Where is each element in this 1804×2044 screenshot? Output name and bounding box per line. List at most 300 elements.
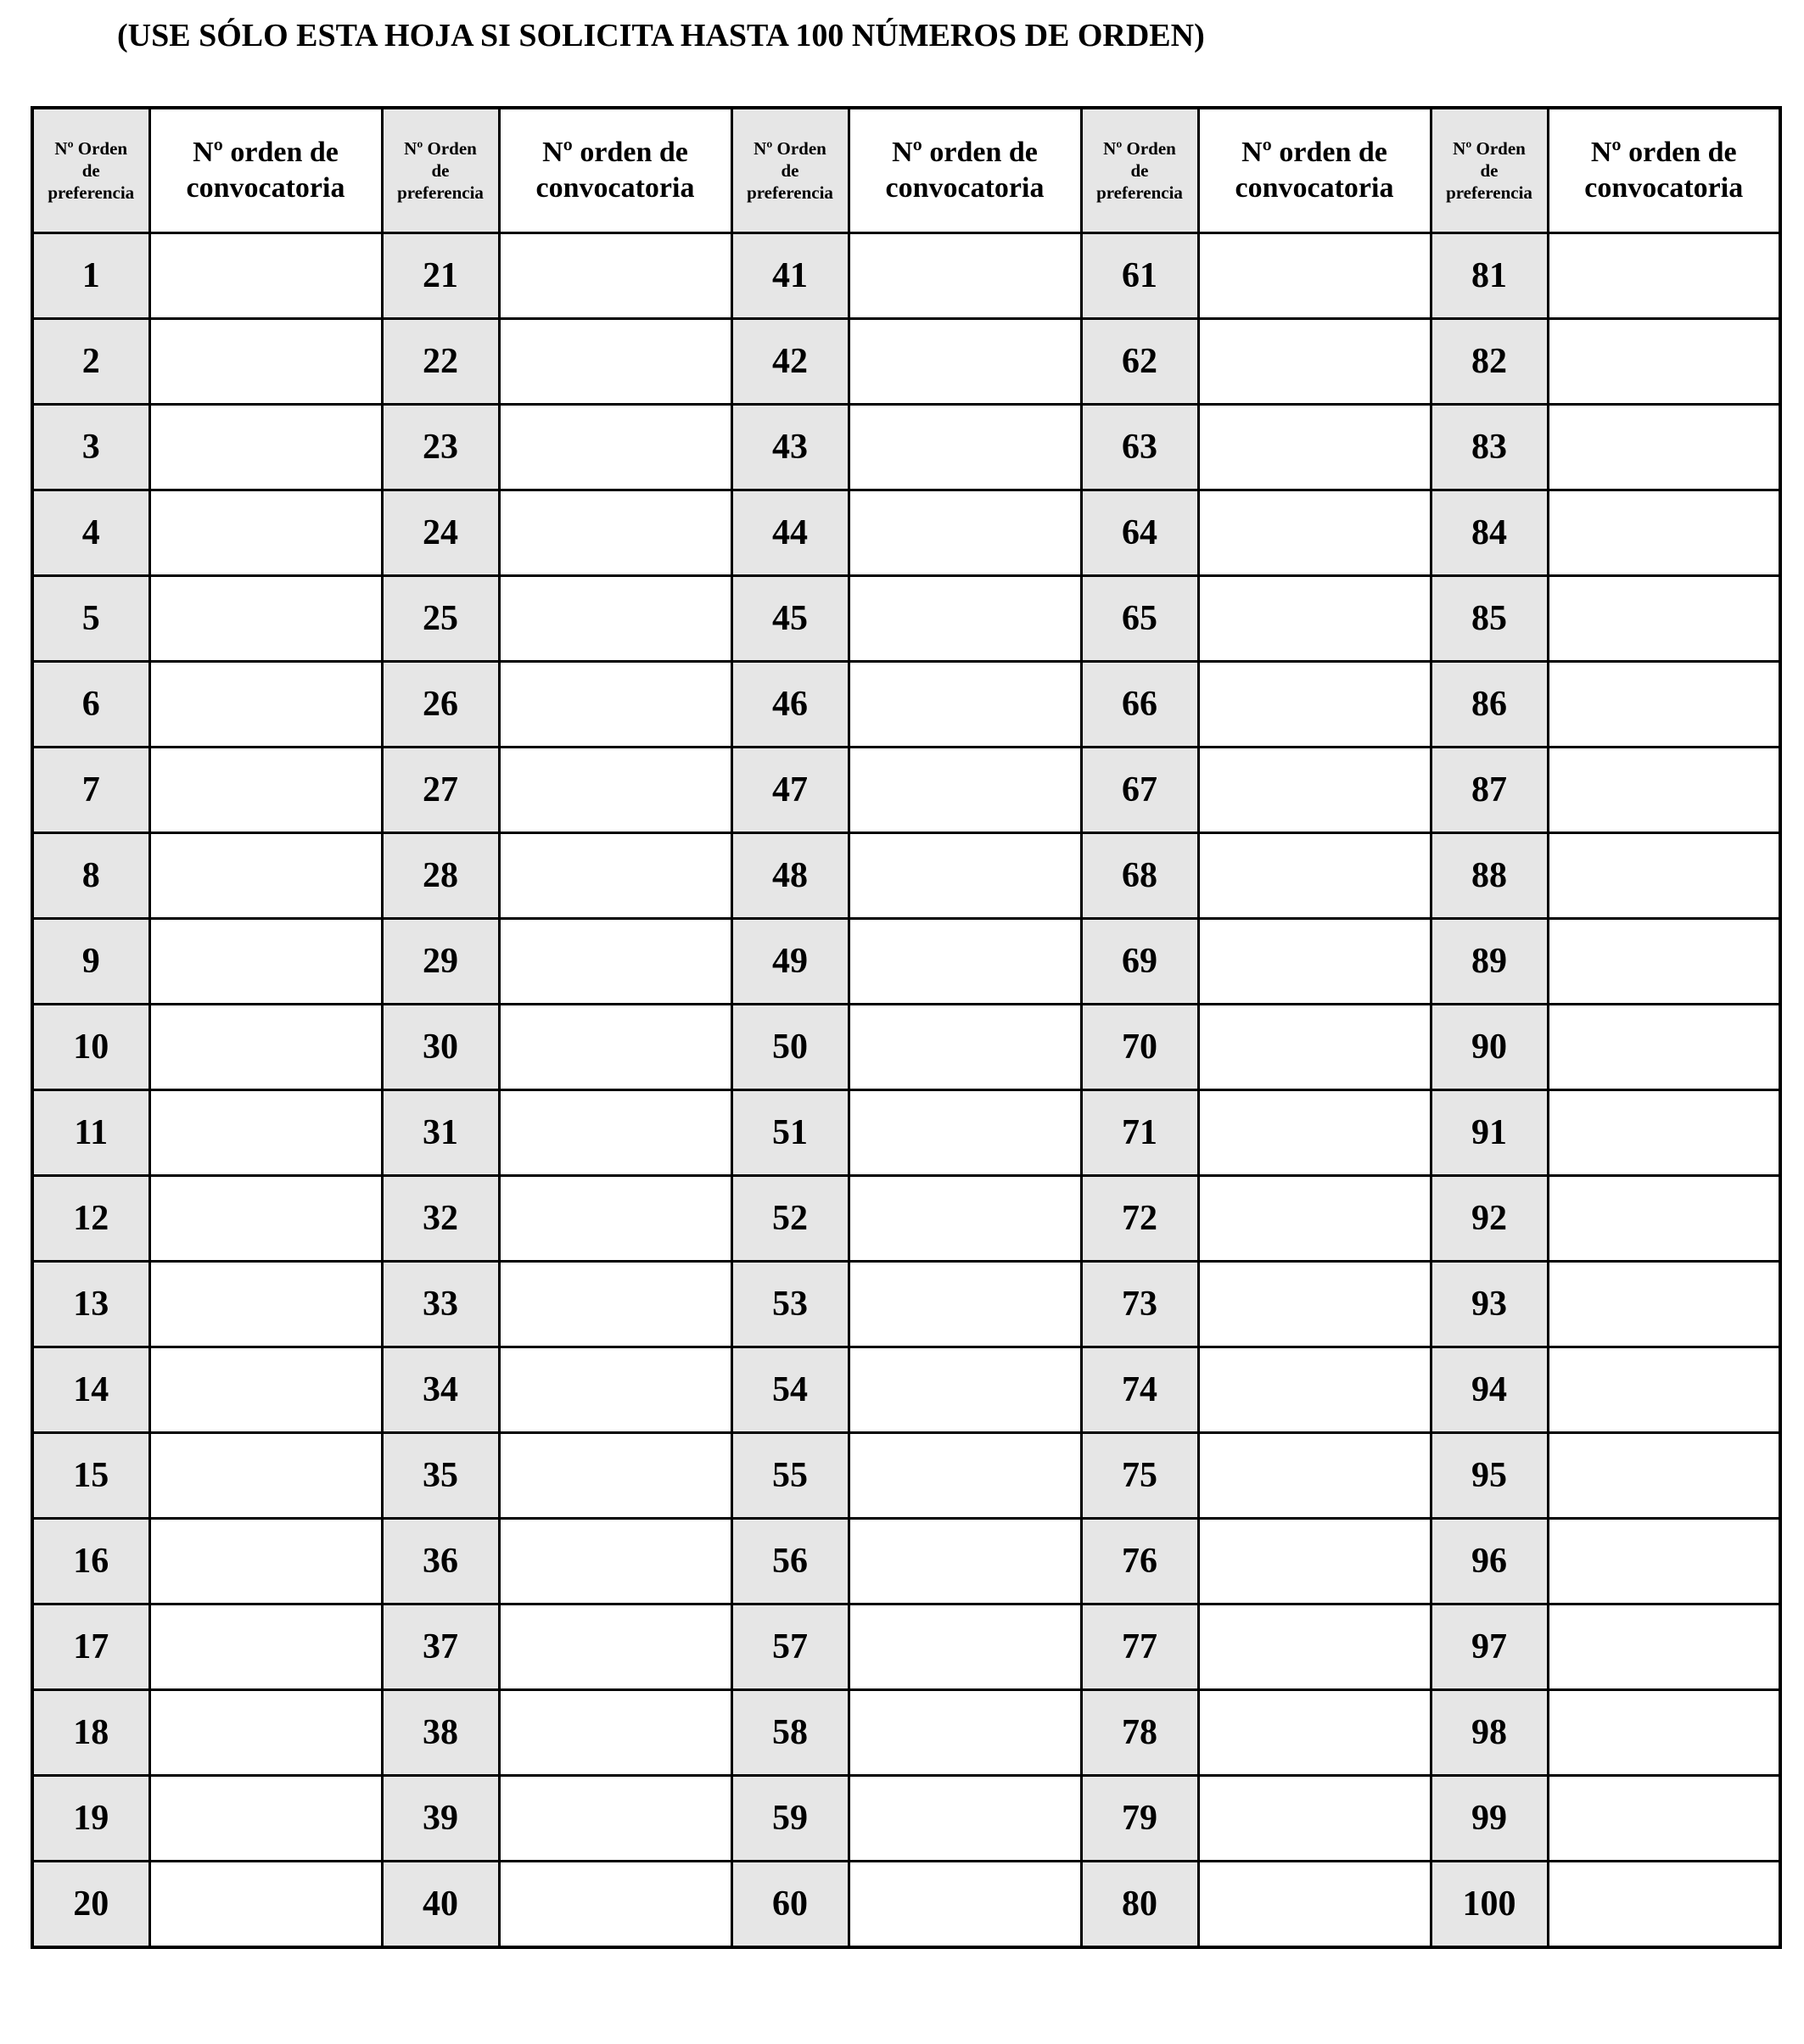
convocation-number-input[interactable] (1549, 834, 1779, 917)
convocation-number-cell (149, 1862, 382, 1948)
convocation-number-cell (849, 405, 1081, 490)
preference-number-cell: 27 (382, 748, 499, 833)
preference-number-cell: 31 (382, 1090, 499, 1176)
table-row (32, 1776, 1780, 1862)
convocation-number-cell (149, 576, 382, 662)
convocation-number-input[interactable] (501, 406, 731, 489)
convocation-number-input[interactable] (151, 1434, 381, 1517)
preference-number-cell: 28 (382, 833, 499, 919)
convocation-number-cell (499, 1776, 731, 1862)
convocation-number-input[interactable] (850, 1177, 1080, 1260)
convocation-number-cell (849, 1862, 1081, 1948)
preference-number-cell: 62 (1081, 319, 1198, 405)
preference-number-cell: 37 (382, 1604, 499, 1690)
convocation-number-input[interactable] (850, 406, 1080, 489)
preference-number-cell: 64 (1081, 490, 1198, 576)
convocation-number-cell (849, 919, 1081, 1005)
convocation-number-cell (849, 1604, 1081, 1690)
convocation-number-cell (849, 1176, 1081, 1262)
convocation-number-cell (1198, 1005, 1431, 1090)
convocation-number-input[interactable] (1549, 1263, 1779, 1346)
convocation-number-cell (499, 490, 731, 576)
preference-number-cell: 48 (731, 833, 849, 919)
preference-number-cell: 79 (1081, 1776, 1198, 1862)
convocation-number-input[interactable] (501, 1348, 731, 1431)
convocation-number-input[interactable] (1549, 1691, 1779, 1774)
preference-number-cell: 98 (1431, 1690, 1548, 1776)
convocation-number-input[interactable] (1200, 320, 1430, 403)
convocation-number-input[interactable] (501, 320, 731, 403)
preference-number-cell: 33 (382, 1262, 499, 1347)
convocation-number-input[interactable] (1549, 1177, 1779, 1260)
convocation-number-input[interactable] (151, 491, 381, 574)
convocation-number-input[interactable] (1549, 1605, 1779, 1688)
preference-number-cell: 10 (32, 1005, 149, 1090)
convocation-number-cell (149, 919, 382, 1005)
convocation-number-cell (499, 1005, 731, 1090)
convocation-number-cell (149, 833, 382, 919)
convocation-number-input[interactable] (151, 1520, 381, 1603)
header-preference-label-line: preferencia (397, 182, 484, 203)
convocation-number-input[interactable] (151, 663, 381, 746)
convocation-number-cell (849, 1690, 1081, 1776)
convocation-number-input[interactable] (1549, 1091, 1779, 1174)
convocation-number-cell (149, 1347, 382, 1433)
convocation-number-input[interactable] (1549, 234, 1779, 317)
preference-number-cell: 69 (1081, 919, 1198, 1005)
convocation-number-cell (1198, 490, 1431, 576)
convocation-number-input[interactable] (1200, 1777, 1430, 1860)
preference-number-cell: 66 (1081, 662, 1198, 748)
preference-number-cell: 60 (731, 1862, 849, 1948)
preference-number-cell: 78 (1081, 1690, 1198, 1776)
header-convocation-order (1548, 108, 1780, 233)
convocation-number-input[interactable] (501, 234, 731, 317)
convocation-number-input[interactable] (1200, 1005, 1430, 1089)
convocation-number-input[interactable] (151, 748, 381, 832)
preference-number-cell: 54 (731, 1347, 849, 1433)
convocation-number-input[interactable] (501, 748, 731, 832)
convocation-number-input[interactable] (151, 1005, 381, 1089)
preference-number-cell: 12 (32, 1176, 149, 1262)
preference-number-cell: 67 (1081, 748, 1198, 833)
convocation-number-cell (1548, 576, 1780, 662)
convocation-number-input[interactable] (1200, 834, 1430, 917)
preference-number-cell: 1 (32, 233, 149, 319)
preference-number-cell: 23 (382, 405, 499, 490)
convocation-number-cell (1548, 748, 1780, 833)
convocation-number-input[interactable] (501, 1520, 731, 1603)
convocation-number-input[interactable] (1549, 920, 1779, 1003)
preference-number-cell: 52 (731, 1176, 849, 1262)
convocation-number-input[interactable] (850, 1605, 1080, 1688)
header-preference-label-line: Nº Orden (1103, 138, 1176, 159)
preference-number-cell: 91 (1431, 1090, 1548, 1176)
convocation-number-input[interactable] (501, 1434, 731, 1517)
preference-number-cell: 73 (1081, 1262, 1198, 1347)
convocation-number-input[interactable] (1200, 406, 1430, 489)
header-convocation-label-line: Nº orden de (1590, 137, 1737, 168)
preference-number-cell: 81 (1431, 233, 1548, 319)
convocation-number-input[interactable] (850, 320, 1080, 403)
convocation-number-input[interactable] (151, 406, 381, 489)
convocation-number-cell (149, 1519, 382, 1604)
convocation-number-cell (499, 1433, 731, 1519)
header-preference-label-line: preferencia (48, 182, 135, 203)
convocation-number-cell (499, 1604, 731, 1690)
header-preference-label-line: de (1130, 160, 1149, 181)
preference-number-cell: 7 (32, 748, 149, 833)
convocation-number-cell (849, 233, 1081, 319)
convocation-number-input[interactable] (501, 577, 731, 660)
table-row (32, 919, 1780, 1005)
convocation-number-cell (1198, 1433, 1431, 1519)
convocation-number-cell (499, 1262, 731, 1347)
preference-number-cell: 9 (32, 919, 149, 1005)
convocation-number-cell (1548, 319, 1780, 405)
convocation-number-input[interactable] (501, 1263, 731, 1346)
preference-number-cell: 93 (1431, 1262, 1548, 1347)
preference-number-cell: 22 (382, 319, 499, 405)
convocation-number-input[interactable] (1200, 1348, 1430, 1431)
header-convocation-label-line: Nº orden de (193, 137, 339, 168)
preference-number-cell: 49 (731, 919, 849, 1005)
header-preference-label-line: preferencia (1096, 182, 1183, 203)
header-preference-label-line: de (781, 160, 799, 181)
convocation-number-cell (149, 662, 382, 748)
convocation-number-input[interactable] (151, 1177, 381, 1260)
table-row (32, 1862, 1780, 1948)
header-preference-label-line: de (431, 160, 450, 181)
table-row (32, 576, 1780, 662)
convocation-number-input[interactable] (1549, 406, 1779, 489)
convocation-number-input[interactable] (850, 1434, 1080, 1517)
convocation-number-input[interactable] (850, 1091, 1080, 1174)
header-preference-order (382, 108, 499, 233)
preference-number-cell: 63 (1081, 405, 1198, 490)
header-convocation-order (849, 108, 1081, 233)
preference-number-cell: 15 (32, 1433, 149, 1519)
preference-number-cell: 26 (382, 662, 499, 748)
convocation-number-input[interactable] (1549, 1520, 1779, 1603)
convocation-number-cell (849, 1519, 1081, 1604)
convocation-number-cell (499, 1690, 731, 1776)
preference-number-cell: 45 (731, 576, 849, 662)
convocation-number-cell (149, 233, 382, 319)
convocation-number-input[interactable] (1200, 1862, 1430, 1946)
header-preference-label-line: Nº Orden (1453, 138, 1526, 159)
preference-number-cell: 17 (32, 1604, 149, 1690)
preference-number-cell: 61 (1081, 233, 1198, 319)
convocation-number-cell (499, 919, 731, 1005)
header-convocation-label-line: convocatoria (1584, 172, 1744, 204)
header-preference-order (1081, 108, 1198, 233)
convocation-number-cell (1548, 233, 1780, 319)
preference-number-cell: 43 (731, 405, 849, 490)
preference-number-cell: 94 (1431, 1347, 1548, 1433)
preference-number-cell: 25 (382, 576, 499, 662)
convocation-number-input[interactable] (1549, 1777, 1779, 1860)
convocation-number-cell (149, 748, 382, 833)
convocation-number-cell (849, 319, 1081, 405)
preference-number-cell: 100 (1431, 1862, 1548, 1948)
convocation-number-input[interactable] (1200, 1520, 1430, 1603)
convocation-number-cell (1198, 405, 1431, 490)
convocation-number-input[interactable] (1200, 920, 1430, 1003)
preference-number-cell: 38 (382, 1690, 499, 1776)
convocation-number-cell (149, 1262, 382, 1347)
convocation-number-input[interactable] (501, 1091, 731, 1174)
convocation-number-cell (499, 405, 731, 490)
convocation-number-input[interactable] (151, 920, 381, 1003)
convocation-number-input[interactable] (151, 1777, 381, 1860)
convocation-number-cell (849, 1090, 1081, 1176)
convocation-number-cell (1198, 662, 1431, 748)
convocation-number-cell (499, 1862, 731, 1948)
convocation-number-cell (1198, 1604, 1431, 1690)
convocation-number-input[interactable] (850, 1520, 1080, 1603)
convocation-number-cell (849, 748, 1081, 833)
preference-number-cell: 82 (1431, 319, 1548, 405)
convocation-number-input[interactable] (1200, 1177, 1430, 1260)
header-convocation-label-line: convocatoria (186, 172, 345, 204)
table-row (32, 233, 1780, 319)
preference-number-cell: 50 (731, 1005, 849, 1090)
convocation-number-cell (1198, 919, 1431, 1005)
convocation-number-input[interactable] (151, 1091, 381, 1174)
preference-number-cell: 88 (1431, 833, 1548, 919)
convocation-number-input[interactable] (501, 1691, 731, 1774)
convocation-number-cell (499, 319, 731, 405)
convocation-number-cell (149, 1690, 382, 1776)
convocation-number-input[interactable] (151, 1348, 381, 1431)
preference-number-cell: 21 (382, 233, 499, 319)
convocation-number-input[interactable] (850, 1862, 1080, 1946)
preference-number-cell: 47 (731, 748, 849, 833)
preference-number-cell: 71 (1081, 1090, 1198, 1176)
convocation-number-input[interactable] (850, 1005, 1080, 1089)
convocation-number-cell (1548, 1433, 1780, 1519)
preference-number-cell: 29 (382, 919, 499, 1005)
preference-number-cell: 11 (32, 1090, 149, 1176)
header-preference-label-line: preferencia (1446, 182, 1532, 203)
preference-number-cell: 30 (382, 1005, 499, 1090)
preference-number-cell: 55 (731, 1433, 849, 1519)
convocation-number-cell (499, 1090, 731, 1176)
preference-number-cell: 57 (731, 1604, 849, 1690)
convocation-number-input[interactable] (1200, 1691, 1430, 1774)
convocation-number-input[interactable] (1549, 491, 1779, 574)
convocation-number-input[interactable] (1200, 577, 1430, 660)
header-convocation-label-line: Nº orden de (542, 137, 688, 168)
convocation-number-input[interactable] (850, 234, 1080, 317)
convocation-number-input[interactable] (151, 1263, 381, 1346)
convocation-number-cell (1548, 1690, 1780, 1776)
convocation-number-cell (1548, 1862, 1780, 1948)
convocation-number-input[interactable] (151, 834, 381, 917)
preference-number-cell: 89 (1431, 919, 1548, 1005)
convocation-number-input[interactable] (1200, 1091, 1430, 1174)
convocation-number-input[interactable] (501, 663, 731, 746)
convocation-number-input[interactable] (1200, 1605, 1430, 1688)
preference-number-cell: 16 (32, 1519, 149, 1604)
convocation-number-input[interactable] (850, 748, 1080, 832)
preference-number-cell: 44 (731, 490, 849, 576)
convocation-number-cell (1548, 1347, 1780, 1433)
header-convocation-label-line: Nº orden de (892, 137, 1038, 168)
preference-number-cell: 19 (32, 1776, 149, 1862)
convocation-number-input[interactable] (850, 1348, 1080, 1431)
convocation-number-input[interactable] (850, 1263, 1080, 1346)
convocation-number-cell (1198, 1776, 1431, 1862)
table-row (32, 1690, 1780, 1776)
preference-number-cell: 96 (1431, 1519, 1548, 1604)
table-row (32, 1347, 1780, 1433)
convocation-number-cell (499, 748, 731, 833)
convocation-number-cell (1198, 748, 1431, 833)
convocation-number-input[interactable] (850, 1777, 1080, 1860)
convocation-number-input[interactable] (1200, 1263, 1430, 1346)
table-row (32, 833, 1780, 919)
convocation-number-input[interactable] (1549, 320, 1779, 403)
preference-number-cell: 39 (382, 1776, 499, 1862)
convocation-number-cell (1548, 1519, 1780, 1604)
convocation-number-input[interactable] (1549, 748, 1779, 832)
preference-number-cell: 95 (1431, 1433, 1548, 1519)
convocation-number-cell (1548, 919, 1780, 1005)
convocation-number-input[interactable] (1549, 1862, 1779, 1946)
table-row (32, 1090, 1780, 1176)
convocation-number-cell (499, 1176, 731, 1262)
header-preference-label-line: Nº Orden (404, 138, 477, 159)
convocation-number-input[interactable] (850, 1691, 1080, 1774)
convocation-number-cell (1548, 490, 1780, 576)
table-row (32, 748, 1780, 833)
convocation-number-cell (1198, 319, 1431, 405)
convocation-number-cell (149, 1176, 382, 1262)
preference-number-cell: 34 (382, 1347, 499, 1433)
convocation-number-input[interactable] (850, 663, 1080, 746)
convocation-number-cell (149, 1604, 382, 1690)
convocation-number-input[interactable] (850, 491, 1080, 574)
convocation-number-input[interactable] (501, 1605, 731, 1688)
convocation-number-input[interactable] (501, 1177, 731, 1260)
convocation-number-input[interactable] (1549, 663, 1779, 746)
table-row (32, 1005, 1780, 1090)
convocation-number-input[interactable] (1549, 577, 1779, 660)
preference-number-cell: 5 (32, 576, 149, 662)
convocation-number-cell (149, 319, 382, 405)
convocation-number-input[interactable] (1549, 1348, 1779, 1431)
preference-number-cell: 65 (1081, 576, 1198, 662)
convocation-number-cell (1548, 1176, 1780, 1262)
convocation-number-cell (149, 1005, 382, 1090)
convocation-number-input[interactable] (1200, 748, 1430, 832)
table-row (32, 405, 1780, 490)
convocation-number-cell (149, 490, 382, 576)
preference-number-cell: 41 (731, 233, 849, 319)
convocation-number-cell (1198, 1262, 1431, 1347)
convocation-number-input[interactable] (501, 920, 731, 1003)
table-row (32, 1604, 1780, 1690)
preference-number-cell: 83 (1431, 405, 1548, 490)
convocation-number-input[interactable] (1200, 663, 1430, 746)
convocation-number-cell (1198, 1690, 1431, 1776)
table-row (32, 1519, 1780, 1604)
convocation-number-cell (1198, 1519, 1431, 1604)
convocation-number-input[interactable] (1200, 234, 1430, 317)
convocation-number-input[interactable] (151, 577, 381, 660)
convocation-number-input[interactable] (151, 1862, 381, 1946)
table-row (32, 1262, 1780, 1347)
convocation-number-cell (849, 1262, 1081, 1347)
convocation-number-input[interactable] (1549, 1005, 1779, 1089)
header-convocation-order (1198, 108, 1431, 233)
preference-number-cell: 6 (32, 662, 149, 748)
preference-number-cell: 74 (1081, 1347, 1198, 1433)
preference-number-cell: 2 (32, 319, 149, 405)
convocation-number-input[interactable] (501, 834, 731, 917)
convocation-number-input[interactable] (1549, 1434, 1779, 1517)
preference-number-cell: 77 (1081, 1604, 1198, 1690)
convocation-number-cell (149, 405, 382, 490)
convocation-number-cell (499, 233, 731, 319)
header-convocation-label-line: convocatoria (535, 172, 695, 204)
table-row (32, 490, 1780, 576)
convocation-number-input[interactable] (850, 920, 1080, 1003)
preference-number-cell: 92 (1431, 1176, 1548, 1262)
convocation-number-cell (149, 1090, 382, 1176)
header-preference-label-line: Nº Orden (754, 138, 826, 159)
preference-number-cell: 8 (32, 833, 149, 919)
convocation-number-input[interactable] (850, 577, 1080, 660)
convocation-number-cell (499, 1519, 731, 1604)
preference-number-cell: 72 (1081, 1176, 1198, 1262)
convocation-number-input[interactable] (151, 234, 381, 317)
header-preference-order (1431, 108, 1548, 233)
convocation-number-input[interactable] (1200, 1434, 1430, 1517)
convocation-number-cell (1198, 1347, 1431, 1433)
convocation-number-cell (1548, 405, 1780, 490)
convocation-number-cell (149, 1433, 382, 1519)
convocation-number-cell (1548, 1262, 1780, 1347)
convocation-number-input[interactable] (1200, 491, 1430, 574)
preference-number-cell: 40 (382, 1862, 499, 1948)
preference-number-cell: 51 (731, 1090, 849, 1176)
table-row (32, 662, 1780, 748)
convocation-number-cell (1548, 1090, 1780, 1176)
page-title: (USE SÓLO ESTA HOJA SI SOLICITA HASTA 100 NÚMEROS DE ORDEN) (117, 18, 1205, 53)
preference-number-cell: 53 (731, 1262, 849, 1347)
preference-number-cell: 32 (382, 1176, 499, 1262)
convocation-number-input[interactable] (850, 834, 1080, 917)
convocation-number-input[interactable] (501, 491, 731, 574)
convocation-number-cell (1198, 233, 1431, 319)
header-convocation-label-line: convocatoria (1235, 172, 1394, 204)
convocation-number-input[interactable] (151, 1605, 381, 1688)
header-convocation-label-line: convocatoria (885, 172, 1045, 204)
convocation-number-input[interactable] (151, 1691, 381, 1774)
convocation-number-cell (1198, 1090, 1431, 1176)
preference-number-cell: 24 (382, 490, 499, 576)
convocation-number-input[interactable] (501, 1862, 731, 1946)
convocation-number-input[interactable] (501, 1777, 731, 1860)
header-preference-order (731, 108, 849, 233)
convocation-number-input[interactable] (151, 320, 381, 403)
convocation-number-cell (849, 833, 1081, 919)
preference-number-cell: 36 (382, 1519, 499, 1604)
convocation-number-input[interactable] (501, 1005, 731, 1089)
